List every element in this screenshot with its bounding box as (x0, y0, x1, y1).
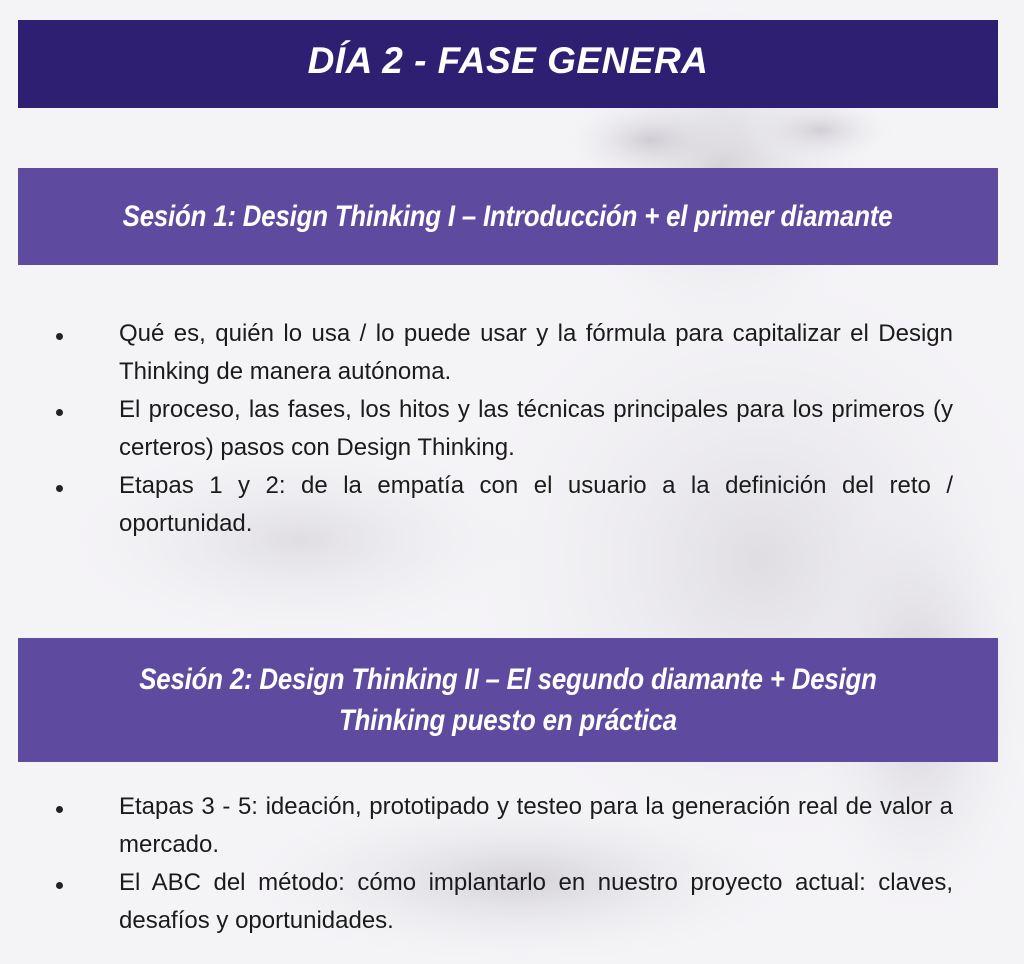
session-1-banner (18, 168, 998, 265)
list-item (0, 391, 1024, 467)
bullet-text: Qué es, quién lo usa / lo puede usar y la fórmula para capitalizar el Design Thinking de manera autónoma. (119, 320, 953, 385)
session-2-bullet-list (0, 788, 1024, 940)
day-title: DÍA 2 - FASE GENERA (307, 40, 709, 81)
bullet-icon (56, 333, 63, 340)
list-item (0, 864, 1024, 940)
session-2-banner (18, 638, 998, 762)
bullet-icon (56, 485, 63, 492)
bullet-text: Etapas 1 y 2: de la empatía con el usuario a la definición del reto / oportunidad. (119, 472, 953, 537)
list-item (0, 788, 1024, 864)
bullet-text: El proceso, las fases, los hitos y las técnicas principales para los primeros (y certeros) pasos con Design Thinking. (119, 396, 953, 461)
list-item (0, 467, 1024, 543)
session-1-title: Sesión 1: Design Thinking I – Introducción + el primer diamante (123, 200, 893, 233)
bullet-text: El ABC del método: cómo implantarlo en nuestro proyecto actual: claves, desafíos y oportunidades. (119, 869, 953, 934)
bullet-icon (56, 409, 63, 416)
bullet-text: Etapas 3 - 5: ideación, prototipado y testeo para la generación real de valor a mercado. (119, 793, 953, 858)
day-title-banner (18, 20, 998, 108)
bullet-icon (56, 882, 63, 889)
session-1-bullet-list (0, 315, 1024, 543)
bullet-icon (56, 806, 63, 813)
list-item (0, 315, 1024, 391)
session-2-title: Sesión 2: Design Thinking II – El segundo diamante + Design Thinking puesto en práctica (139, 663, 877, 737)
